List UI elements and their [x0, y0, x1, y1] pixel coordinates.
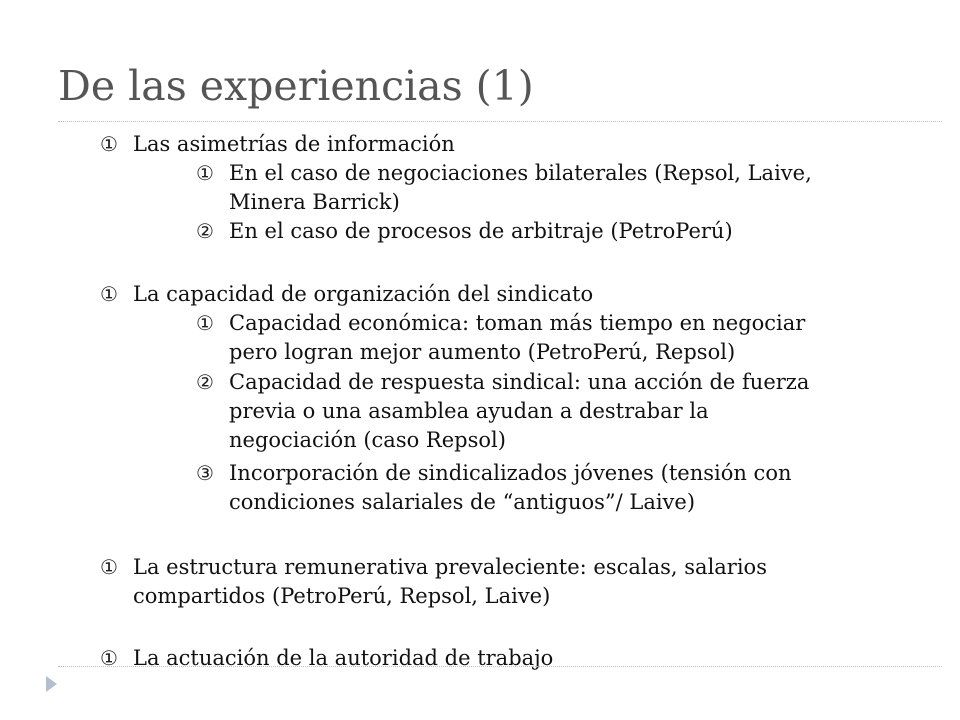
bullet-line: En el caso de negociaciones bilaterales (Repsol, Laive, — [229, 161, 812, 185]
bullet-line: La actuación de la autoridad de trabajo — [133, 646, 554, 670]
bullet-number: ① — [196, 311, 214, 335]
bullet-line: pero logran mejor aumento (PetroPerú, Repsol) — [229, 340, 736, 364]
bullet-line: Las asimetrías de información — [133, 132, 455, 156]
bullet-number: ① — [100, 646, 118, 670]
bullet-line: En el caso de procesos de arbitraje (PetroPerú) — [229, 219, 733, 243]
bullet-text — [133, 130, 455, 159]
bullet-line: La capacidad de organización del sindicato — [133, 282, 594, 306]
bullet-number: ① — [100, 282, 118, 306]
bullet-line: Capacidad económica: toman más tiempo en negociar — [229, 311, 806, 335]
bullet-line: compartidos (PetroPerú, Repsol, Laive) — [133, 584, 551, 608]
bullet-number: ③ — [196, 461, 214, 485]
bullet-number: ① — [196, 161, 214, 185]
bullet-line: condiciones salariales de “antiguos”/ Laive) — [229, 490, 696, 514]
bullet-number: ① — [100, 555, 118, 579]
bullet-number: ② — [196, 370, 214, 394]
bullet-number: ② — [196, 219, 214, 243]
play-triangle-icon[interactable] — [46, 676, 57, 692]
bullet-text — [133, 553, 767, 611]
footer-divider — [58, 666, 942, 667]
bullet-text — [133, 280, 593, 309]
bullet-line: Capacidad de respuesta sindical: una acción de fuerza — [229, 370, 810, 394]
bullet-line: La estructura remunerativa prevaleciente: escalas, salarios — [133, 555, 767, 579]
bullet-line: previa o una asamblea ayudan a destrabar la — [229, 399, 709, 423]
bullet-text — [133, 644, 553, 673]
bullet-text — [229, 309, 805, 367]
bullet-number: ① — [100, 132, 118, 156]
bullet-text — [229, 159, 812, 217]
bullet-text — [229, 368, 809, 455]
bullet-line: Incorporación de sindicalizados jóvenes (tensión con — [229, 461, 792, 485]
slide-title: De las experiencias (1) — [58, 62, 534, 110]
bullet-line: negociación (caso Repsol) — [229, 428, 506, 452]
bullet-line: Minera Barrick) — [229, 190, 400, 214]
bullet-text — [229, 217, 733, 246]
bullet-text — [229, 459, 792, 517]
